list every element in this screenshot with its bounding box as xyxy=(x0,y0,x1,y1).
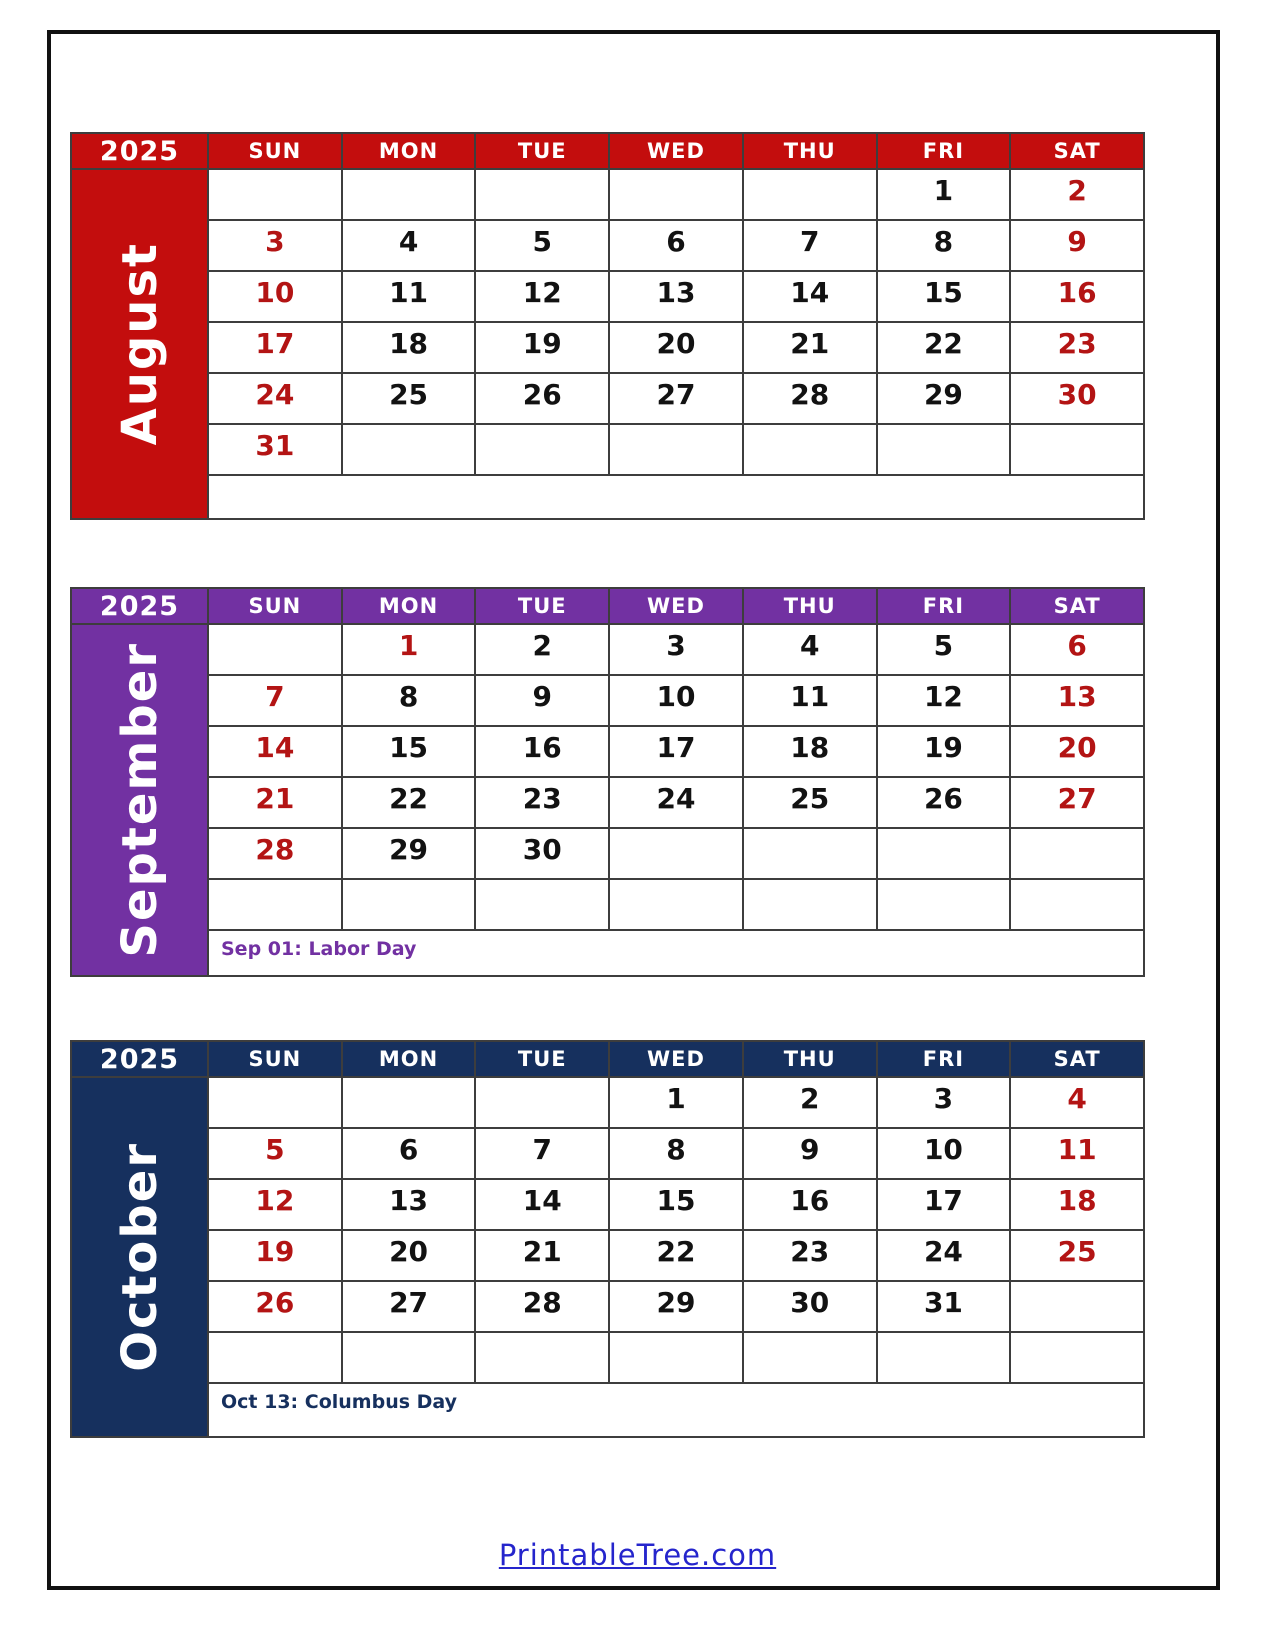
october-date-17: 17 xyxy=(878,1180,1010,1229)
august-empty-cell xyxy=(343,425,475,474)
september-dayheader-tue: TUE xyxy=(476,589,608,623)
august-dayheader-sat: SAT xyxy=(1011,134,1143,168)
september-date-5: 5 xyxy=(878,625,1010,674)
calendar-october xyxy=(70,1040,1145,1438)
september-date-15: 15 xyxy=(343,727,475,776)
october-date-10: 10 xyxy=(878,1129,1010,1178)
september-date-9: 9 xyxy=(476,676,608,725)
august-year-label: 2025 xyxy=(72,134,207,168)
october-date-6: 6 xyxy=(343,1129,475,1178)
october-dayheader-fri: FRI xyxy=(878,1042,1010,1076)
september-empty-cell xyxy=(610,880,742,929)
september-dayheader-sat: SAT xyxy=(1011,589,1143,623)
september-empty-cell xyxy=(1011,880,1143,929)
october-date-4: 4 xyxy=(1011,1078,1143,1127)
october-date-20: 20 xyxy=(343,1231,475,1280)
september-date-1: 1 xyxy=(343,625,475,674)
august-date-12: 12 xyxy=(476,272,608,321)
october-empty-cell xyxy=(1011,1333,1143,1382)
october-date-7: 7 xyxy=(476,1129,608,1178)
august-empty-cell xyxy=(343,170,475,219)
august-date-27: 27 xyxy=(610,374,742,423)
october-empty-cell xyxy=(209,1333,341,1382)
august-date-31: 31 xyxy=(209,425,341,474)
august-dayheader-fri: FRI xyxy=(878,134,1010,168)
august-date-18: 18 xyxy=(343,323,475,372)
september-date-12: 12 xyxy=(878,676,1010,725)
august-empty-cell xyxy=(209,170,341,219)
september-empty-cell xyxy=(209,880,341,929)
august-date-14: 14 xyxy=(744,272,876,321)
august-sidebar xyxy=(72,170,207,518)
calendar-august xyxy=(70,132,1145,520)
september-empty-cell xyxy=(744,829,876,878)
september-date-24: 24 xyxy=(610,778,742,827)
august-date-7: 7 xyxy=(744,221,876,270)
october-date-31: 31 xyxy=(878,1282,1010,1331)
september-date-13: 13 xyxy=(1011,676,1143,725)
september-date-26: 26 xyxy=(878,778,1010,827)
august-dayheader-wed: WED xyxy=(610,134,742,168)
october-empty-cell xyxy=(610,1333,742,1382)
october-date-5: 5 xyxy=(209,1129,341,1178)
october-date-29: 29 xyxy=(610,1282,742,1331)
september-dayheader-thu: THU xyxy=(744,589,876,623)
october-date-23: 23 xyxy=(744,1231,876,1280)
september-holiday-note: Sep 01: Labor Day xyxy=(209,931,1143,975)
september-dayheader-fri: FRI xyxy=(878,589,1010,623)
october-date-14: 14 xyxy=(476,1180,608,1229)
september-year-label: 2025 xyxy=(72,589,207,623)
october-dayheader-sun: SUN xyxy=(209,1042,341,1076)
october-date-22: 22 xyxy=(610,1231,742,1280)
august-empty-cell xyxy=(878,425,1010,474)
september-date-25: 25 xyxy=(744,778,876,827)
august-date-28: 28 xyxy=(744,374,876,423)
august-holiday-note xyxy=(209,476,1143,518)
october-date-19: 19 xyxy=(209,1231,341,1280)
august-date-26: 26 xyxy=(476,374,608,423)
september-date-8: 8 xyxy=(343,676,475,725)
august-date-25: 25 xyxy=(343,374,475,423)
october-date-30: 30 xyxy=(744,1282,876,1331)
october-empty-cell xyxy=(209,1078,341,1127)
october-dayheader-mon: MON xyxy=(343,1042,475,1076)
september-date-17: 17 xyxy=(610,727,742,776)
october-date-8: 8 xyxy=(610,1129,742,1178)
september-empty-cell xyxy=(343,880,475,929)
august-dayheader-sun: SUN xyxy=(209,134,341,168)
october-empty-cell xyxy=(878,1333,1010,1382)
august-dayheader-mon: MON xyxy=(343,134,475,168)
august-date-23: 23 xyxy=(1011,323,1143,372)
footer-link[interactable]: PrintableTree.com xyxy=(498,1538,777,1572)
september-date-30: 30 xyxy=(476,829,608,878)
september-date-7: 7 xyxy=(209,676,341,725)
october-date-25: 25 xyxy=(1011,1231,1143,1280)
october-empty-cell xyxy=(343,1078,475,1127)
october-month-label: October xyxy=(111,1142,168,1372)
october-dayheader-tue: TUE xyxy=(476,1042,608,1076)
august-empty-cell xyxy=(610,425,742,474)
october-sidebar xyxy=(72,1078,207,1436)
august-empty-cell xyxy=(610,170,742,219)
october-date-27: 27 xyxy=(343,1282,475,1331)
august-date-20: 20 xyxy=(610,323,742,372)
august-date-9: 9 xyxy=(1011,221,1143,270)
september-empty-cell xyxy=(476,880,608,929)
calendar-september xyxy=(70,587,1145,977)
august-empty-cell xyxy=(744,170,876,219)
august-date-13: 13 xyxy=(610,272,742,321)
august-date-10: 10 xyxy=(209,272,341,321)
august-date-4: 4 xyxy=(343,221,475,270)
september-date-14: 14 xyxy=(209,727,341,776)
september-date-18: 18 xyxy=(744,727,876,776)
october-date-28: 28 xyxy=(476,1282,608,1331)
september-date-28: 28 xyxy=(209,829,341,878)
august-dayheader-tue: TUE xyxy=(476,134,608,168)
august-date-19: 19 xyxy=(476,323,608,372)
august-date-1: 1 xyxy=(878,170,1010,219)
august-date-16: 16 xyxy=(1011,272,1143,321)
september-date-19: 19 xyxy=(878,727,1010,776)
september-empty-cell xyxy=(1011,829,1143,878)
august-date-15: 15 xyxy=(878,272,1010,321)
august-date-3: 3 xyxy=(209,221,341,270)
october-date-9: 9 xyxy=(744,1129,876,1178)
august-empty-cell xyxy=(476,170,608,219)
footer xyxy=(0,1538,1275,1572)
october-date-12: 12 xyxy=(209,1180,341,1229)
september-date-10: 10 xyxy=(610,676,742,725)
august-date-24: 24 xyxy=(209,374,341,423)
september-date-29: 29 xyxy=(343,829,475,878)
august-month-label: August xyxy=(111,242,168,446)
september-date-11: 11 xyxy=(744,676,876,725)
september-date-23: 23 xyxy=(476,778,608,827)
october-date-24: 24 xyxy=(878,1231,1010,1280)
september-month-label: September xyxy=(111,642,168,958)
september-dayheader-wed: WED xyxy=(610,589,742,623)
october-date-18: 18 xyxy=(1011,1180,1143,1229)
october-empty-cell xyxy=(343,1333,475,1382)
september-date-21: 21 xyxy=(209,778,341,827)
september-date-22: 22 xyxy=(343,778,475,827)
october-date-2: 2 xyxy=(744,1078,876,1127)
october-empty-cell xyxy=(744,1333,876,1382)
october-holiday-note: Oct 13: Columbus Day xyxy=(209,1384,1143,1436)
september-date-2: 2 xyxy=(476,625,608,674)
october-dayheader-thu: THU xyxy=(744,1042,876,1076)
august-date-2: 2 xyxy=(1011,170,1143,219)
october-date-21: 21 xyxy=(476,1231,608,1280)
september-sidebar xyxy=(72,625,207,975)
august-date-22: 22 xyxy=(878,323,1010,372)
september-date-6: 6 xyxy=(1011,625,1143,674)
october-empty-cell xyxy=(476,1078,608,1127)
october-dayheader-sat: SAT xyxy=(1011,1042,1143,1076)
august-date-6: 6 xyxy=(610,221,742,270)
august-empty-cell xyxy=(744,425,876,474)
august-date-30: 30 xyxy=(1011,374,1143,423)
august-dayheader-thu: THU xyxy=(744,134,876,168)
august-empty-cell xyxy=(476,425,608,474)
august-date-5: 5 xyxy=(476,221,608,270)
august-date-29: 29 xyxy=(878,374,1010,423)
october-empty-cell xyxy=(476,1333,608,1382)
august-date-17: 17 xyxy=(209,323,341,372)
september-dayheader-sun: SUN xyxy=(209,589,341,623)
august-empty-cell xyxy=(1011,425,1143,474)
august-date-8: 8 xyxy=(878,221,1010,270)
october-date-1: 1 xyxy=(610,1078,742,1127)
september-date-20: 20 xyxy=(1011,727,1143,776)
september-date-16: 16 xyxy=(476,727,608,776)
september-empty-cell xyxy=(209,625,341,674)
october-empty-cell xyxy=(1011,1282,1143,1331)
october-date-15: 15 xyxy=(610,1180,742,1229)
october-dayheader-wed: WED xyxy=(610,1042,742,1076)
october-date-3: 3 xyxy=(878,1078,1010,1127)
august-date-11: 11 xyxy=(343,272,475,321)
september-date-4: 4 xyxy=(744,625,876,674)
september-date-27: 27 xyxy=(1011,778,1143,827)
august-date-21: 21 xyxy=(744,323,876,372)
october-date-16: 16 xyxy=(744,1180,876,1229)
september-empty-cell xyxy=(610,829,742,878)
october-date-26: 26 xyxy=(209,1282,341,1331)
october-year-label: 2025 xyxy=(72,1042,207,1076)
september-date-3: 3 xyxy=(610,625,742,674)
october-date-11: 11 xyxy=(1011,1129,1143,1178)
september-empty-cell xyxy=(878,829,1010,878)
september-empty-cell xyxy=(878,880,1010,929)
september-dayheader-mon: MON xyxy=(343,589,475,623)
september-empty-cell xyxy=(744,880,876,929)
october-date-13: 13 xyxy=(343,1180,475,1229)
